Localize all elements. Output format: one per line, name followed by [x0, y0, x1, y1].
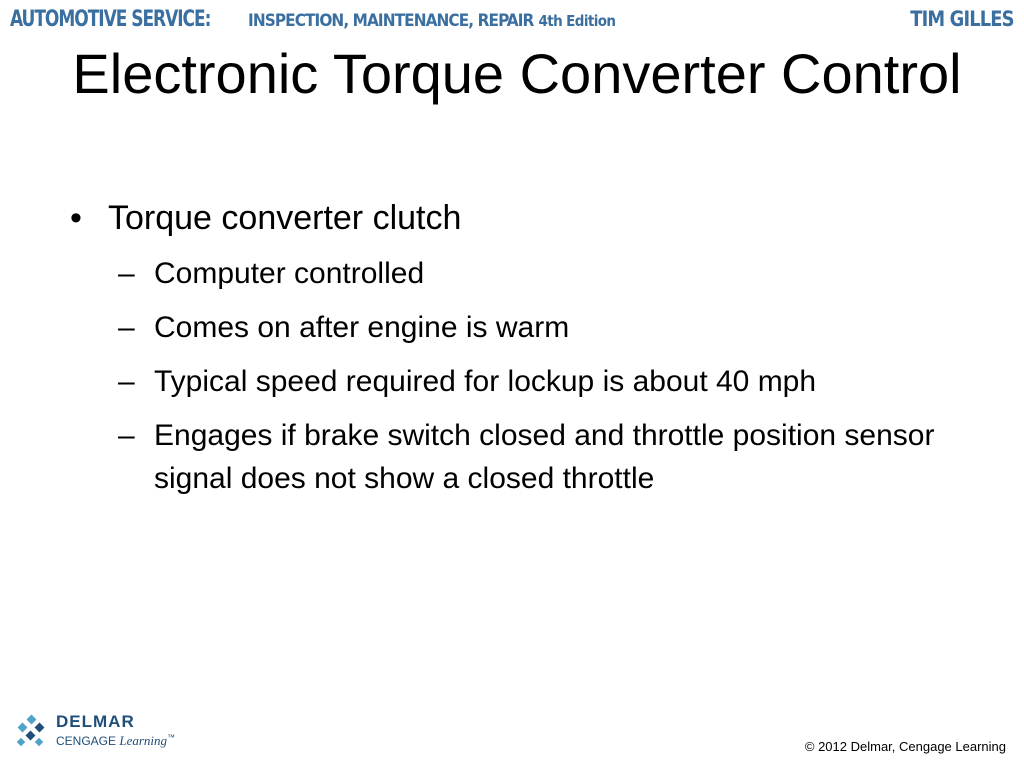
logo-company-line [56, 733, 175, 749]
bullet-text: Torque converter clutch [108, 199, 462, 237]
series-main-title: AUTOMOTIVE SERVICE: [10, 7, 211, 32]
author-name: TIM GILLES [910, 7, 1014, 31]
bullet-marker: • [70, 199, 82, 237]
logo-brand: DELMAR [56, 712, 135, 731]
sub-bullet-dash: – [118, 311, 135, 344]
sub-bullet-item [118, 252, 950, 295]
slide-header [10, 7, 1014, 33]
logo-learning: Learning [119, 733, 168, 748]
sub-bullet-text: Engages if brake switch closed and throttle position sensor signal does not show a closed throttle [154, 419, 935, 495]
sub-bullet-item [118, 306, 950, 349]
logo-trademark: ™ [167, 733, 176, 742]
slide-title: Electronic Torque Converter Control [72, 42, 962, 105]
sub-bullet-item [118, 360, 950, 403]
bullet-item [70, 196, 950, 240]
delmar-cengage-logo [14, 712, 194, 752]
book-series-title [10, 7, 615, 32]
sub-bullet-text: Computer controlled [154, 257, 425, 290]
sub-bullet-text: Comes on after engine is warm [154, 311, 570, 344]
copyright-notice: © 2012 Delmar, Cengage Learning [804, 739, 1006, 754]
logo-company: CENGAGE [56, 734, 117, 748]
series-subtitle: INSPECTION, MAINTENANCE, REPAIR [248, 11, 534, 31]
sub-bullet-text: Typical speed required for lockup is about 40 mph [154, 365, 817, 398]
edition-label: 4th Edition [538, 12, 616, 30]
logo-mark-icon [14, 714, 50, 750]
sub-bullet-dash: – [118, 365, 135, 398]
sub-bullet-dash: – [118, 419, 135, 452]
sub-bullet-dash: – [118, 257, 135, 290]
sub-bullet-item [118, 414, 950, 500]
bullet-list [70, 196, 950, 500]
